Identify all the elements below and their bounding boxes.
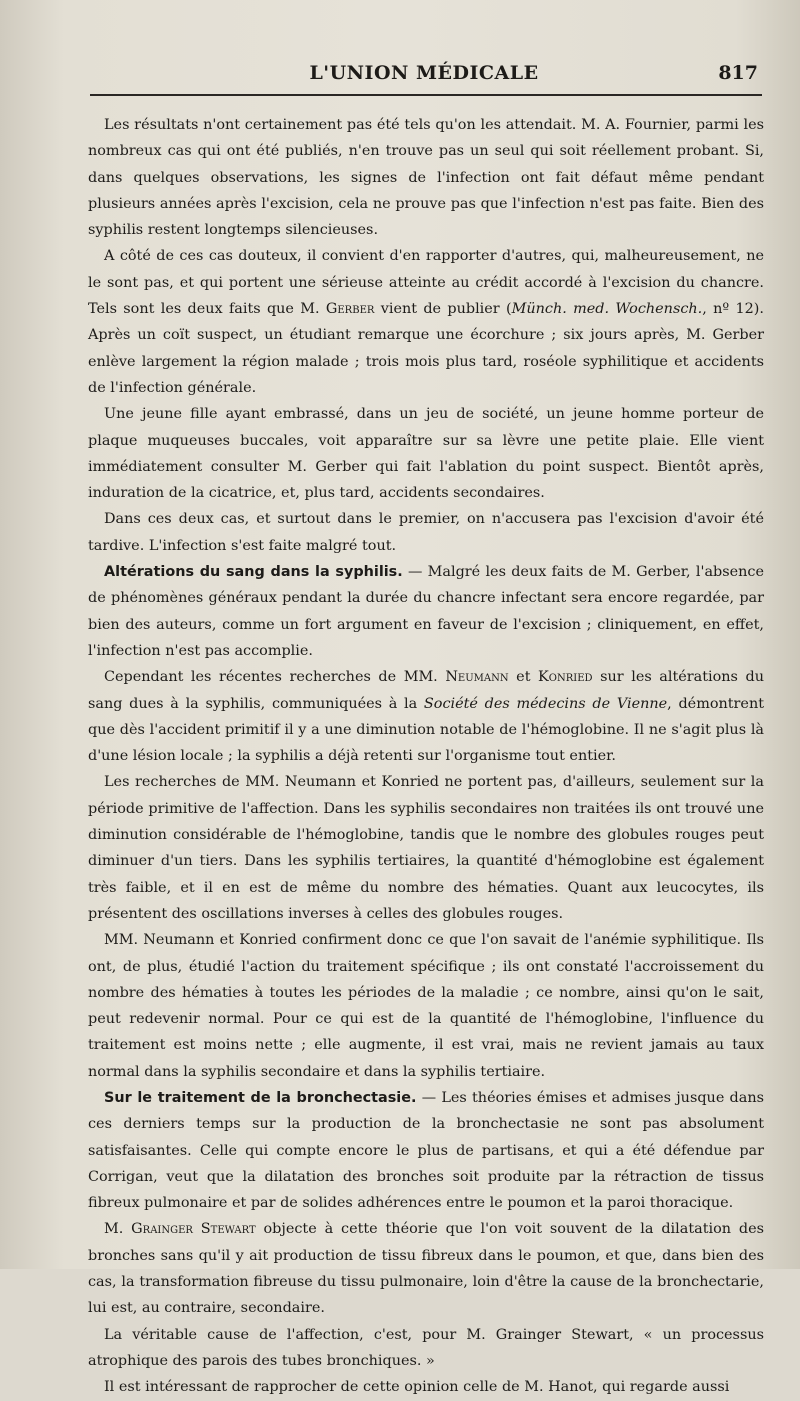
text-run: Cependant les récentes recherches de MM. xyxy=(104,669,446,686)
author-name: Grainger Stewart xyxy=(131,1221,256,1238)
page-header xyxy=(88,62,760,90)
text-run: vient de publier ( xyxy=(374,301,512,318)
text-run: objecte à cette théorie que l'on voit souvent de la dilatation des bronches sans qu'il y ait production de tissu fibreux dans le poumon, et que, dans bien des cas, la transformation fibreuse du tissu pulmonaire, loin d'être la cause de la bronchectarie, lui est, au contraire, secondaire. xyxy=(88,1221,764,1317)
text-run: sur les altérations du sang dues à la syphilis, communiquées à la xyxy=(88,669,764,712)
text-run: M. xyxy=(104,1221,132,1238)
journal-reference: Münch. med. Wochensch. xyxy=(511,301,703,318)
paragraph-6 xyxy=(88,664,764,769)
body-text xyxy=(88,112,764,1401)
text-run: — Malgré les deux faits de M. Gerber, l'absence de phénomènes généraux pendant la durée du chancre infectant sera encore regardée, par bien des auteurs, comme un fort argument en faveur de l'excision ; cliniquement, en effet, l'infection n'est pas accomplie. xyxy=(88,564,764,659)
author-name: Konried xyxy=(538,669,593,686)
text-run: , nº 12). Après un coït suspect, un étudiant remarque une écorchure ; six jours après, M. Gerber enlève largement la région malade ; trois mois plus tard, roséole syphilitique et accidents de l'infection générale. xyxy=(88,301,764,396)
text-run: et xyxy=(508,669,539,686)
journal-title: L'UNION MÉDICALE xyxy=(309,62,539,84)
header-rule xyxy=(90,94,762,96)
paragraph-9 xyxy=(88,1085,764,1216)
society-name: Société des médecins de Vienne xyxy=(423,695,668,712)
paragraph-8: MM. Neumann et Konried confirment donc ce que l'on savait de l'anémie syphilitique. Ils ont, de plus, étudié l'action du traitement spécifique ; ils ont constaté l'accroissement du nombre des hématies à toutes les périodes de la maladie ; ce nombre, ainsi qu'on le sait, peut redevenir normal. Pour ce qui est de la quantité de l'hémoglobine, l'influence du traitement est moins nette ; elle augmente, il est vrai, mais ne revient jamais au taux normal dans la syphilis secondaire et dans la syphilis tertiaire. xyxy=(88,932,764,1080)
text-run: A côté de ces cas douteux, il convient d'en rapporter d'autres, qui, malheureusement, ne le sont pas, et qui portent une sérieuse atteinte au crédit accordé à l'excision du chancre. Tels sont les deux faits que M. xyxy=(88,248,764,318)
paragraph-2 xyxy=(88,243,764,401)
paragraph-1: Les résultats n'ont certainement pas été tels qu'on les attendait. M. A. Fournier, parmi les nombreux cas qui ont été publiés, n'en trouve pas un seul qui soit réellement probant. Si, dans quelques observations, les signes de l'infection ont fait défaut même pendant plusieurs années après l'excision, cela ne prouve pas que l'infection n'est pas faite. Bien des syphilis restent longtemps silencieuses. xyxy=(88,117,764,239)
author-name: Gerber xyxy=(325,301,375,318)
paragraph-11: La véritable cause de l'affection, c'est, pour M. Grainger Stewart, « un processus atrophique des parois des tubes bronchiques. » xyxy=(88,1326,764,1369)
paragraph-3: Une jeune fille ayant embrassé, dans un jeu de société, un jeune homme porteur de plaque muqueuses buccales, voit apparaître sur sa lèvre une petite plaie. Elle vient immédiatement consulter M. Gerber qui fait l'ablation du point suspect. Bientôt après, induration de la cicatrice, et, plus tard, accidents secondaires. xyxy=(88,406,764,502)
section-heading: Sur le traitement de la bronchectasie. xyxy=(104,1089,417,1106)
author-name: Neumann xyxy=(445,669,509,686)
text-run: , démontrent que dès l'accident primitif il y a une diminution notable de l'hémoglobine. Il ne s'agit plus là d'une lésion locale ; la syphilis a déjà retenti sur l'organisme tout entier. xyxy=(88,695,765,765)
section-heading: Altérations du sang dans la syphilis. xyxy=(104,564,403,581)
paragraph-12: Il est intéressant de rapprocher de cette opinion celle de M. Hanot, qui regarde aussi xyxy=(104,1379,730,1396)
paragraph-7: Les recherches de MM. Neumann et Konried ne portent pas, d'ailleurs, seulement sur la période primitive de l'affection. Dans les syphilis secondaires non traitées ils ont trouvé une diminution considérable de l'hémoglobine, tandis que le nombre des globules rouges peut diminuer d'un tiers. Dans les syphilis tertiaires, la quantité d'hémoglobine est également très faible, et il en est de même du nombre des hématies. Quant aux leucocytes, ils présentent des oscillations inverses à celles des globules rouges. xyxy=(88,774,764,922)
paragraph-5 xyxy=(88,559,764,664)
text-run: — Les théories émises et admises jusque dans ces derniers temps sur la production de la bronchectasie ne sont pas absolument satisfaisantes. Celle qui compte encore le plus de partisans, et qui a été défendue par Corrigan, veut que la dilatation des bronches soit produite par la rétraction de tissus fibreux pulmonaire et par de solides adhérences entre le poumon et la paroi thoracique. xyxy=(88,1089,765,1212)
paragraph-10 xyxy=(88,1216,764,1321)
paragraph-4: Dans ces deux cas, et surtout dans le premier, on n'accusera pas l'excision d'avoir été tardive. L'infection s'est faite malgré tout. xyxy=(88,511,764,554)
page-number: 817 xyxy=(718,62,758,84)
